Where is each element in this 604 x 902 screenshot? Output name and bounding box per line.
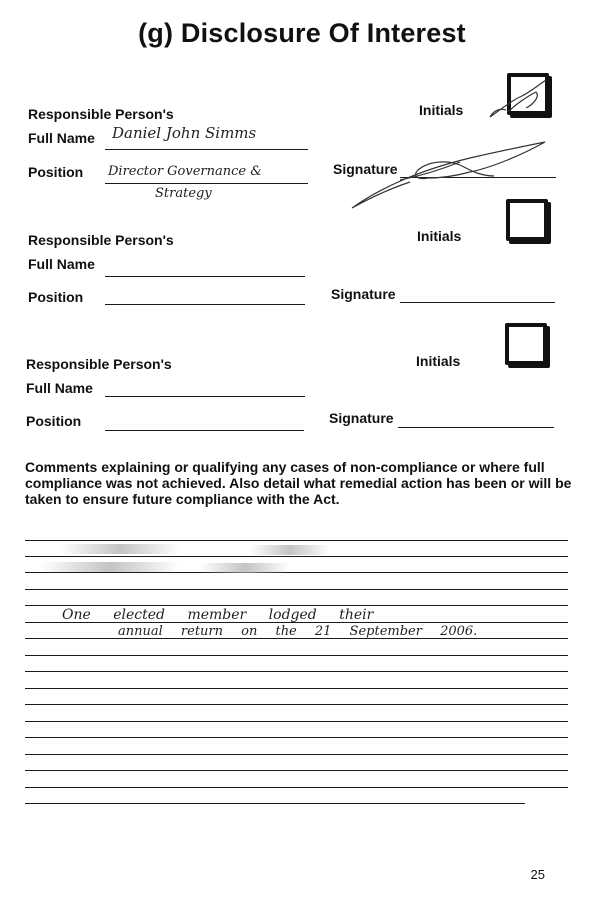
person1-full-name-value: Daniel John Simms xyxy=(112,124,257,142)
person2-signature-label: Signature xyxy=(331,286,396,302)
person2-initials-label: Initials xyxy=(417,228,462,244)
person1-full-name-label: Full Name xyxy=(28,130,95,146)
initials-stroke xyxy=(490,80,546,117)
comments-instruction: Comments explaining or qualifying any cases of non-compliance or where full compliance was not achieved. Also detail what remedial action has been or will be taken to ensure future compliance with the Act. xyxy=(25,459,572,507)
page-title: (g) Disclosure Of Interest xyxy=(138,18,466,48)
page-number: 25 xyxy=(530,867,545,882)
person2-heading: Responsible Person's xyxy=(28,232,174,248)
comment-handwritten-line2: annual return on the 21 September 2006. xyxy=(118,624,478,639)
person1-position-value-1: Director Governance & xyxy=(108,164,262,179)
person1-position-value-2: Strategy xyxy=(155,186,212,201)
person3-full-name-label: Full Name xyxy=(26,380,93,396)
person2-full-name-label: Full Name xyxy=(28,256,95,272)
person1-signature-label: Signature xyxy=(333,161,398,177)
person3-position-label: Position xyxy=(26,413,82,429)
person2-position-label: Position xyxy=(28,289,84,305)
person1-heading: Responsible Person's xyxy=(28,106,174,122)
person1-position-label: Position xyxy=(28,164,84,180)
person3-initials-label: Initials xyxy=(416,353,461,369)
person1-initials-label: Initials xyxy=(419,102,464,118)
person3-signature-label: Signature xyxy=(329,410,394,426)
comment-handwritten-line1: One elected member lodged their xyxy=(62,607,374,623)
signature-stroke xyxy=(352,142,545,208)
person3-heading: Responsible Person's xyxy=(26,356,172,372)
